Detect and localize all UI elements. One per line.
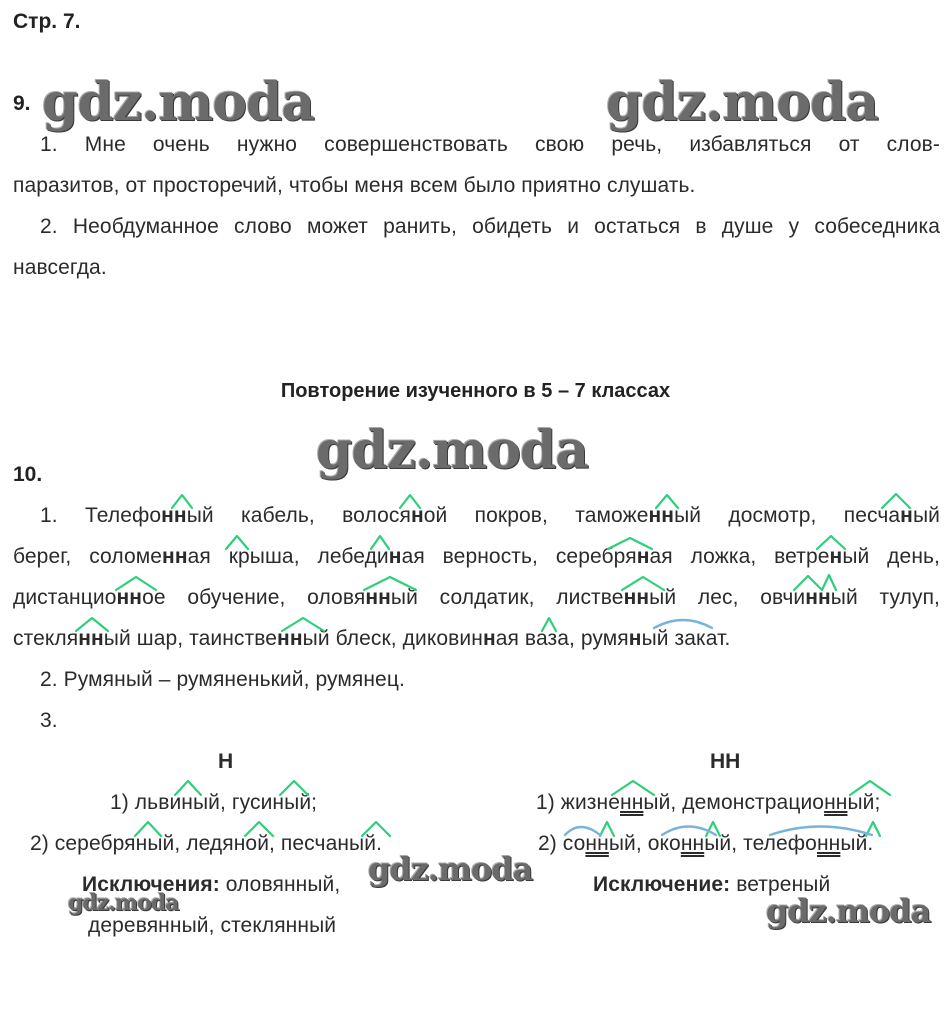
exercise-10-number: 10.: [13, 463, 43, 486]
exceptions-label: Исключения:: [82, 873, 220, 896]
suffix-letters: нн: [365, 586, 391, 609]
text-segment: ая верность, серебря: [401, 545, 637, 568]
watermark: gdz.moda: [766, 892, 931, 930]
suffix-letters: н: [829, 545, 843, 568]
text-segment: ый солдатик, листве: [390, 586, 624, 609]
text-segment: 1. Телефо: [40, 504, 162, 527]
suffix-letters: нн: [162, 545, 188, 568]
text-segment: ый, телефо: [704, 832, 817, 855]
text-segment: ый блеск, диковин: [302, 627, 483, 650]
column-nn-header: НН: [710, 750, 741, 773]
suffix-letters: нн: [277, 627, 303, 650]
suffix-letters: нн: [805, 586, 831, 609]
text-segment: ый: [912, 504, 940, 527]
suffix-letters: нн: [620, 791, 644, 814]
suffix-letters: н: [482, 627, 496, 650]
suffix-letters: нн: [680, 832, 705, 855]
column-n-row: 2) серебряный, ледяной, песчаный.: [30, 832, 383, 855]
page-label: Стр. 7.: [13, 10, 81, 33]
watermark: gdz.moda: [606, 72, 879, 133]
exercise-9-line: 1. Мне очень нужно совершенствовать свою речь, избавляться от слов-: [40, 133, 940, 156]
exercise-9-number: 9.: [13, 92, 31, 115]
text-segment: ая крыша, лебеди: [187, 545, 389, 568]
text-segment: ый день,: [842, 545, 940, 568]
exercise-10-line: [13, 545, 940, 569]
suffix-letters: н: [628, 627, 642, 650]
text-segment: ой покров, таможе: [423, 504, 649, 527]
suffix-letters: нн: [816, 832, 841, 855]
column-nn-row: [538, 832, 873, 856]
suffix-letters: нн: [161, 504, 187, 527]
column-n-header: Н: [218, 750, 234, 773]
text-segment: ая ваза, румя: [495, 627, 629, 650]
text-segment: ый кабель, волося: [186, 504, 411, 527]
text-segment: ый досмотр, песча: [674, 504, 901, 527]
text-segment: ый тулуп,: [830, 586, 940, 609]
text-segment: берег, соломе: [13, 545, 163, 568]
watermark: gdz.moda: [68, 890, 179, 916]
exercise-9-line: паразитов, от просторечий, чтобы меня всем было приятно слушать.: [13, 174, 696, 197]
exercise-10-line: [40, 504, 940, 528]
text-segment: ый закат.: [641, 627, 731, 650]
exercise-9-line: 2. Необдуманное слово может ранить, обидеть и остаться в душе у собеседника: [40, 215, 940, 238]
suffix-letters: нн: [824, 791, 848, 814]
text-segment: ый лес, овчи: [649, 586, 806, 609]
suffix-letters: н: [410, 504, 424, 527]
exercise-10-line: [13, 627, 730, 651]
exercise-10-line: [13, 586, 940, 610]
text-segment: 2) со: [538, 832, 586, 855]
exceptions-text: оловянный,: [219, 873, 341, 896]
suffix-letters: н: [636, 545, 650, 568]
text-segment: ый, око: [608, 832, 681, 855]
suffix-letters: н: [388, 545, 402, 568]
column-n-row: 1) львиный, гусиный;: [110, 791, 318, 814]
text-segment: ый;: [847, 791, 881, 814]
suffix-letters: нн: [116, 586, 143, 609]
text-segment: стекля: [13, 627, 79, 650]
column-nn-row: [536, 791, 880, 815]
text-segment: ый шар, таинстве: [103, 627, 278, 650]
suffix-letters: нн: [648, 504, 675, 527]
watermark: gdz.moda: [368, 850, 533, 888]
exercise-9-line: навсегда.: [13, 256, 107, 279]
column-n-exceptions: деревянный, стеклянный: [88, 914, 337, 937]
text-segment: дистанцио: [13, 586, 117, 609]
suffix-letters: н: [900, 504, 913, 527]
watermark: gdz.moda: [316, 420, 589, 481]
section-title: Повторение изученного в 5 – 7 классах: [280, 380, 671, 402]
watermark: gdz.moda: [42, 72, 315, 133]
text-segment: ый.: [840, 832, 874, 855]
suffix-letters: нн: [623, 586, 650, 609]
text-segment: 1) жизне: [536, 791, 620, 814]
exception-label: Исключение:: [593, 873, 731, 896]
exercise-10-item-3: 3.: [40, 709, 58, 732]
suffix-letters: нн: [78, 627, 104, 650]
exception-text: ветреный: [730, 873, 831, 896]
suffix-letters: нн: [585, 832, 609, 855]
text-segment: ое обучение, оловя: [142, 586, 366, 609]
text-segment: ый, демонстрацио: [643, 791, 825, 814]
text-segment: ая ложка, ветре: [649, 545, 830, 568]
exercise-10-item-2: 2. Румяный – румяненький, румянец.: [40, 668, 405, 691]
